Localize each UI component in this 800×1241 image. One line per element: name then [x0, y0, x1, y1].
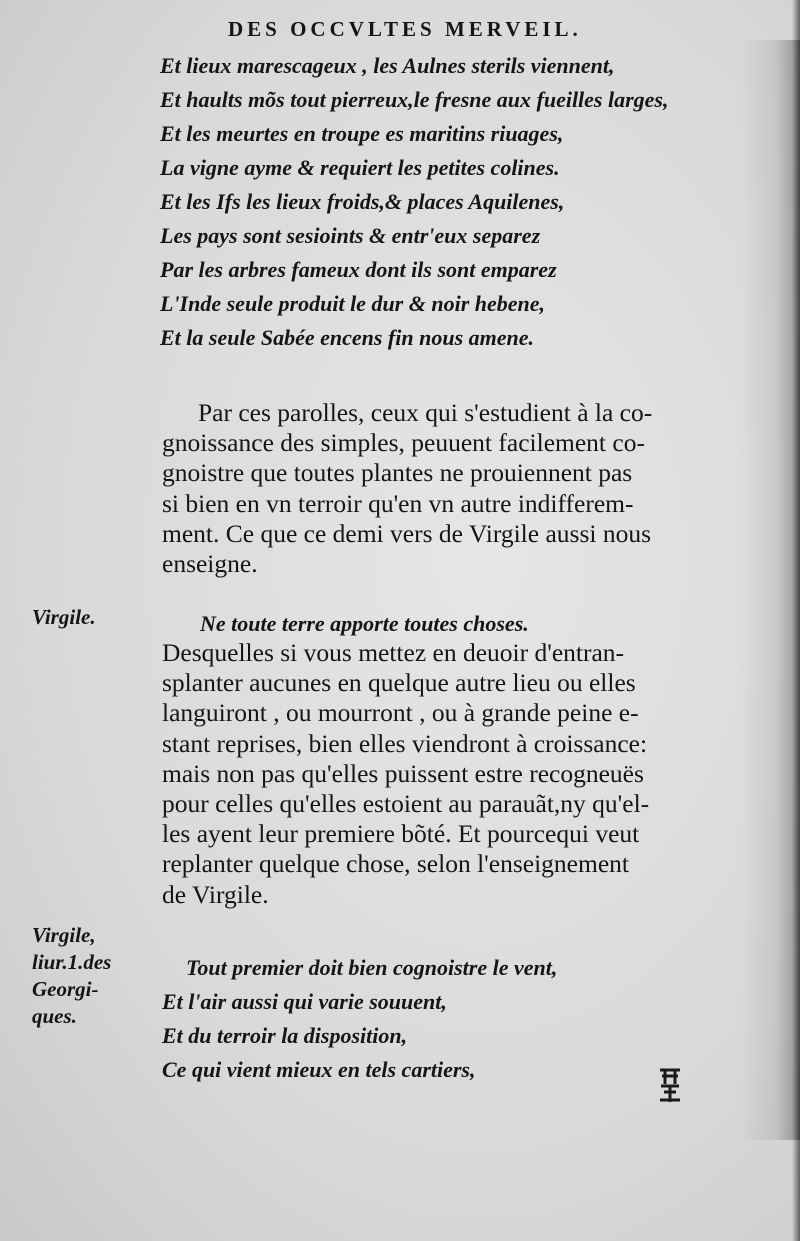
- prose-line: gnoissance des simples, peuuent facilement co-: [162, 428, 645, 458]
- bleed-through-shadow: [740, 40, 800, 1140]
- prose-line: languiront , ou mourront , ou à grande peine e-: [162, 698, 639, 728]
- verse-block-bottom: [162, 951, 557, 1087]
- quote-line: Ne toute terre apporte toutes choses.: [200, 611, 529, 636]
- verse-line: Et lieux marescageux , les Aulnes sterils viennent,: [160, 53, 615, 78]
- catchword-ornament-icon: [656, 1064, 684, 1106]
- verse-line: Et les meurtes en troupe es maritins riuages,: [160, 121, 564, 146]
- paragraph-2: [162, 638, 649, 910]
- margin-note-line: ques.: [32, 1004, 77, 1028]
- prose-line: les ayent leur premiere bõté. Et pourcequi veut: [162, 819, 640, 849]
- prose-line: enseigne.: [162, 548, 258, 578]
- verse-line: Et du terroir la disposition,: [162, 1023, 408, 1048]
- prose-line: gnoistre que toutes plantes ne prouiennent pas: [162, 458, 633, 488]
- prose-line: stant reprises, bien elles viendront à croissance:: [162, 728, 648, 758]
- page-edge-shadow: [792, 0, 800, 1241]
- prose-line: ment. Ce que ce demi vers de Virgile aussi nous: [162, 518, 652, 548]
- verse-line: Par les arbres fameux dont ils sont emparez: [160, 257, 557, 282]
- prose-line: mais non pas qu'elles puissent estre recogneuës: [162, 758, 644, 788]
- verse-line: Et l'air aussi qui varie souuent,: [162, 989, 447, 1014]
- verse-line: Ce qui vient mieux en tels cartiers,: [162, 1057, 476, 1082]
- verse-line: La vigne ayme & requiert les petites colines.: [160, 155, 560, 180]
- verse-line: Tout premier doit bien cognoistre le vent,: [186, 955, 558, 980]
- verse-line: Les pays sont sesioints & entr'eux separez: [160, 223, 541, 248]
- prose-line: de Virgile.: [162, 879, 269, 909]
- verse-line: Et haults mõs tout pierreux,le fresne aux fueilles larges,: [160, 87, 669, 112]
- verse-line: Et les Ifs les lieux froids,& places Aquilenes,: [160, 189, 565, 214]
- prose-line: Par ces parolles, ceux qui s'estudient à la co-: [198, 398, 653, 427]
- paragraph-1: [162, 398, 652, 579]
- prose-line: replanter quelque chose, selon l'enseignement: [162, 849, 629, 879]
- margin-note-line: liur.1.des: [32, 950, 112, 974]
- prose-line: si bien en vn terroir qu'en vn autre indifferem-: [162, 488, 634, 518]
- running-header: DES OCCVLTES MERVEIL.: [228, 17, 582, 41]
- prose-line: pour celles qu'elles estoient au parauãt,ny qu'el-: [162, 788, 650, 818]
- verse-line: Et la seule Sabée encens fin nous amene.: [160, 325, 535, 350]
- margin-note-virgile: Virgile.: [32, 605, 96, 629]
- prose-line: splanter aucunes en quelque autre lieu ou elles: [162, 668, 636, 698]
- verse-block-top: [160, 49, 669, 355]
- margin-note-line: Georgi-: [32, 977, 99, 1001]
- margin-note-georgiques: [32, 921, 111, 1029]
- verse-line: L'Inde seule produit le dur & noir hebene,: [160, 291, 546, 316]
- prose-line: Desquelles si vous mettez en deuoir d'entran-: [162, 638, 625, 667]
- margin-note-line: Virgile,: [32, 923, 96, 947]
